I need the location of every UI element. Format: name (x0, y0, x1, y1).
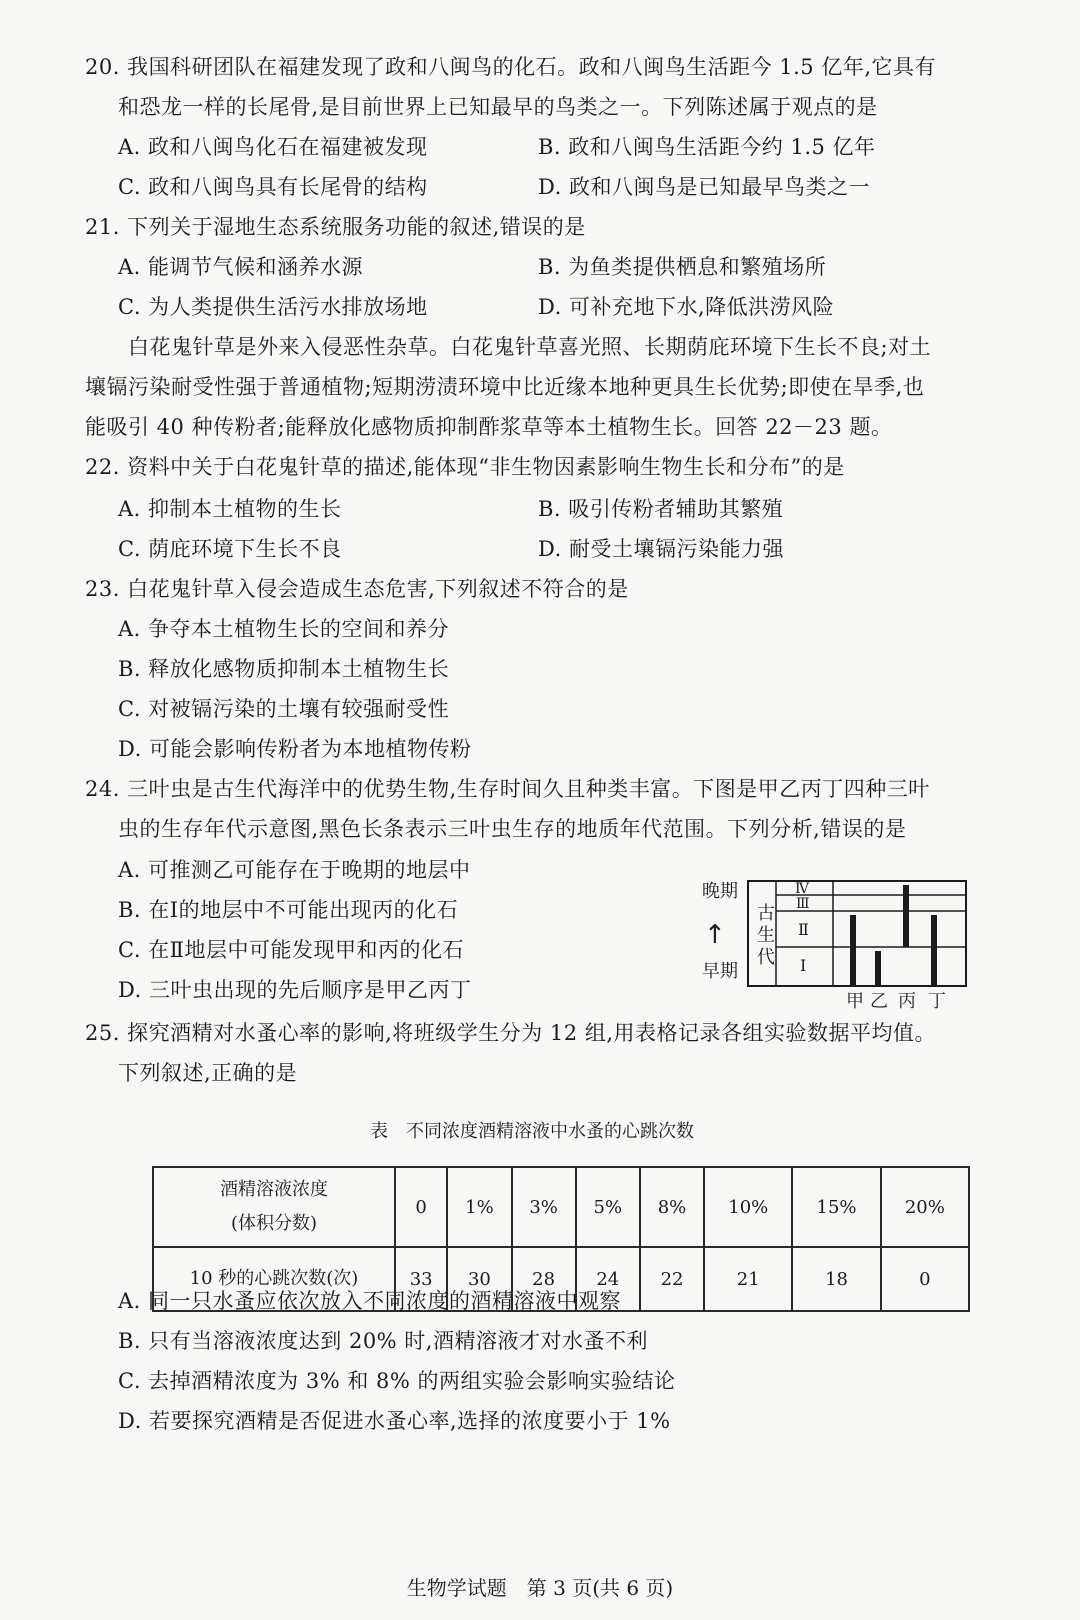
q23-option-c: C. 对被镉污染的土壤有较强耐受性 (118, 697, 450, 721)
q21-option-d: D. 可补充地下水,降低洪涝风险 (538, 295, 835, 319)
q22-option-a: A. 抑制本土植物的生长 (118, 497, 342, 521)
q23-option-d: D. 可能会影响传粉者为本地植物传粉 (118, 737, 472, 761)
stratum-label-iv: Ⅳ (795, 881, 809, 897)
species-label-bing: 丙 (898, 991, 916, 1012)
axis-bottom-label: 早期 (702, 961, 738, 982)
q21-option-c: C. 为人类提供生活污水排放场地 (118, 295, 428, 319)
table-cell: 3% (512, 1167, 576, 1247)
stratum-label-ii: Ⅱ (798, 920, 809, 939)
q25-option-d: D. 若要探究酒精是否促进水蚤心率,选择的浓度要小于 1% (118, 1409, 671, 1433)
q25-option-a: A. 同一只水蚤应依次放入不同浓度的酒精溶液中观察 (118, 1289, 622, 1313)
q20-option-b: B. 政和八闽鸟生活距今约 1.5 亿年 (538, 135, 876, 159)
range-bar-bing (903, 885, 909, 947)
table-cell: 8% (640, 1167, 704, 1247)
era-label-2: 生 (757, 925, 775, 946)
q21-option-a: A. 能调节气候和涵养水源 (118, 255, 364, 279)
material-line2: 壤镉污染耐受性强于普通植物;短期涝渍环境中比近缘本地种更具生长优势;即使在旱季,也 (85, 375, 925, 399)
table-cell: 28 (512, 1247, 576, 1311)
q25-stem-line1: 25. 探究酒精对水蚤心率的影响,将班级学生分为 12 组,用表格记录各组实验数据平均值。 (85, 1021, 936, 1045)
q21-option-b: B. 为鱼类提供栖息和繁殖场所 (538, 255, 827, 279)
q22-option-b: B. 吸引传粉者辅助其繁殖 (538, 497, 784, 521)
q21-stem: 21. 下列关于湿地生态系统服务功能的叙述,错误的是 (85, 215, 586, 239)
up-arrow-icon: ↑ (704, 920, 726, 950)
q23-option-a: A. 争夺本土植物生长的空间和养分 (118, 617, 450, 641)
stratum-label-iii: Ⅲ (796, 896, 810, 912)
material-line1: 白花鬼针草是外来入侵恶性杂草。白花鬼针草喜光照、长期荫庇环境下生长不良;对土 (128, 335, 932, 359)
q24-stem-line2: 虫的生存年代示意图,黑色长条表示三叶虫生存的地质年代范围。下列分析,错误的是 (118, 817, 907, 841)
table-cell: 0 (881, 1247, 969, 1311)
q20-option-a: A. 政和八闽鸟化石在福建被发现 (118, 135, 428, 159)
q24-option-c: C. 在Ⅱ地层中可能发现甲和丙的化石 (118, 938, 464, 962)
q25-stem-line2: 下列叙述,正确的是 (118, 1061, 298, 1085)
q24-option-d: D. 三叶虫出现的先后顺序是甲乙丙丁 (118, 978, 472, 1002)
table-cell: 33 (395, 1247, 447, 1311)
q24-stem-line1: 24. 三叶虫是古生代海洋中的优势生物,生存时间久且种类丰富。下图是甲乙丙丁四种三叶 (85, 777, 930, 801)
trilobite-chart (690, 875, 980, 1015)
q25-option-b: B. 只有当溶液浓度达到 20% 时,酒精溶液才对水蚤不利 (118, 1329, 648, 1353)
table-row-concentration (153, 1167, 969, 1247)
q22-stem: 22. 资料中关于白花鬼针草的描述,能体现“非生物因素影响生物生长和分布”的是 (85, 455, 845, 479)
q20-stem-line1: 20. 我国科研团队在福建发现了政和八闽鸟的化石。政和八闽鸟生活距今 1.5 亿年,它具有 (85, 55, 936, 79)
q22-option-c: C. 荫庇环境下生长不良 (118, 537, 342, 561)
q22-option-d: D. 耐受土壤镉污染能力强 (538, 537, 784, 561)
q20-stem-line2: 和恐龙一样的长尾骨,是目前世界上已知最早的鸟类之一。下列陈述属于观点的是 (118, 95, 878, 119)
q24-option-a: A. 可推测乙可能存在于晚期的地层中 (118, 858, 471, 882)
material-line3: 能吸引 40 种传粉者;能释放化感物质抑制酢浆草等本土植物生长。回答 22－23 题。 (85, 415, 893, 439)
species-label-ding: 丁 (928, 991, 946, 1012)
table-cell: 30 (447, 1247, 511, 1311)
table-cell: 0 (395, 1167, 447, 1247)
species-label-yi: 乙 (870, 991, 888, 1012)
table-cell: 20% (881, 1167, 969, 1247)
table-cell: 10% (704, 1167, 792, 1247)
concentration-header-line2: (体积分数) (230, 1213, 318, 1234)
concentration-header-line1: 酒精溶液浓度 (220, 1179, 328, 1200)
era-label-1: 古 (757, 903, 775, 924)
q23-option-b: B. 释放化感物质抑制本土植物生长 (118, 657, 450, 681)
q20-option-c: C. 政和八闽鸟具有长尾骨的结构 (118, 175, 428, 199)
axis-top-label: 晚期 (702, 881, 738, 902)
table-cell: 18 (792, 1247, 880, 1311)
q25-option-c: C. 去掉酒精浓度为 3% 和 8% 的两组实验会影响实验结论 (118, 1369, 676, 1393)
table-cell: 15% (792, 1167, 880, 1247)
table-cell: 1% (447, 1167, 511, 1247)
table-cell: 21 (704, 1247, 792, 1311)
table-cell: 22 (640, 1247, 704, 1311)
stratum-label-i: Ⅰ (800, 956, 807, 975)
table-cell: 24 (576, 1247, 640, 1311)
heartbeat-header: 10 秒的心跳次数(次) (153, 1247, 395, 1311)
species-label-jia: 甲 (846, 991, 864, 1012)
concentration-header (153, 1167, 395, 1247)
era-label-3: 代 (757, 947, 775, 968)
range-bar-yi (875, 951, 881, 986)
range-bar-jia (850, 915, 856, 986)
q23-stem: 23. 白花鬼针草入侵会造成生态危害,下列叙述不符合的是 (85, 577, 629, 601)
q20-option-d: D. 政和八闽鸟是已知最早鸟类之一 (538, 175, 870, 199)
page-footer: 生物学试题 第 3 页(共 6 页) (406, 1576, 674, 1600)
table-cell: 5% (576, 1167, 640, 1247)
q24-option-b: B. 在Ⅰ的地层中不可能出现丙的化石 (118, 898, 459, 922)
range-bar-ding (931, 915, 937, 986)
table-caption: 表 不同浓度酒精溶液中水蚤的心跳次数 (370, 1121, 694, 1142)
